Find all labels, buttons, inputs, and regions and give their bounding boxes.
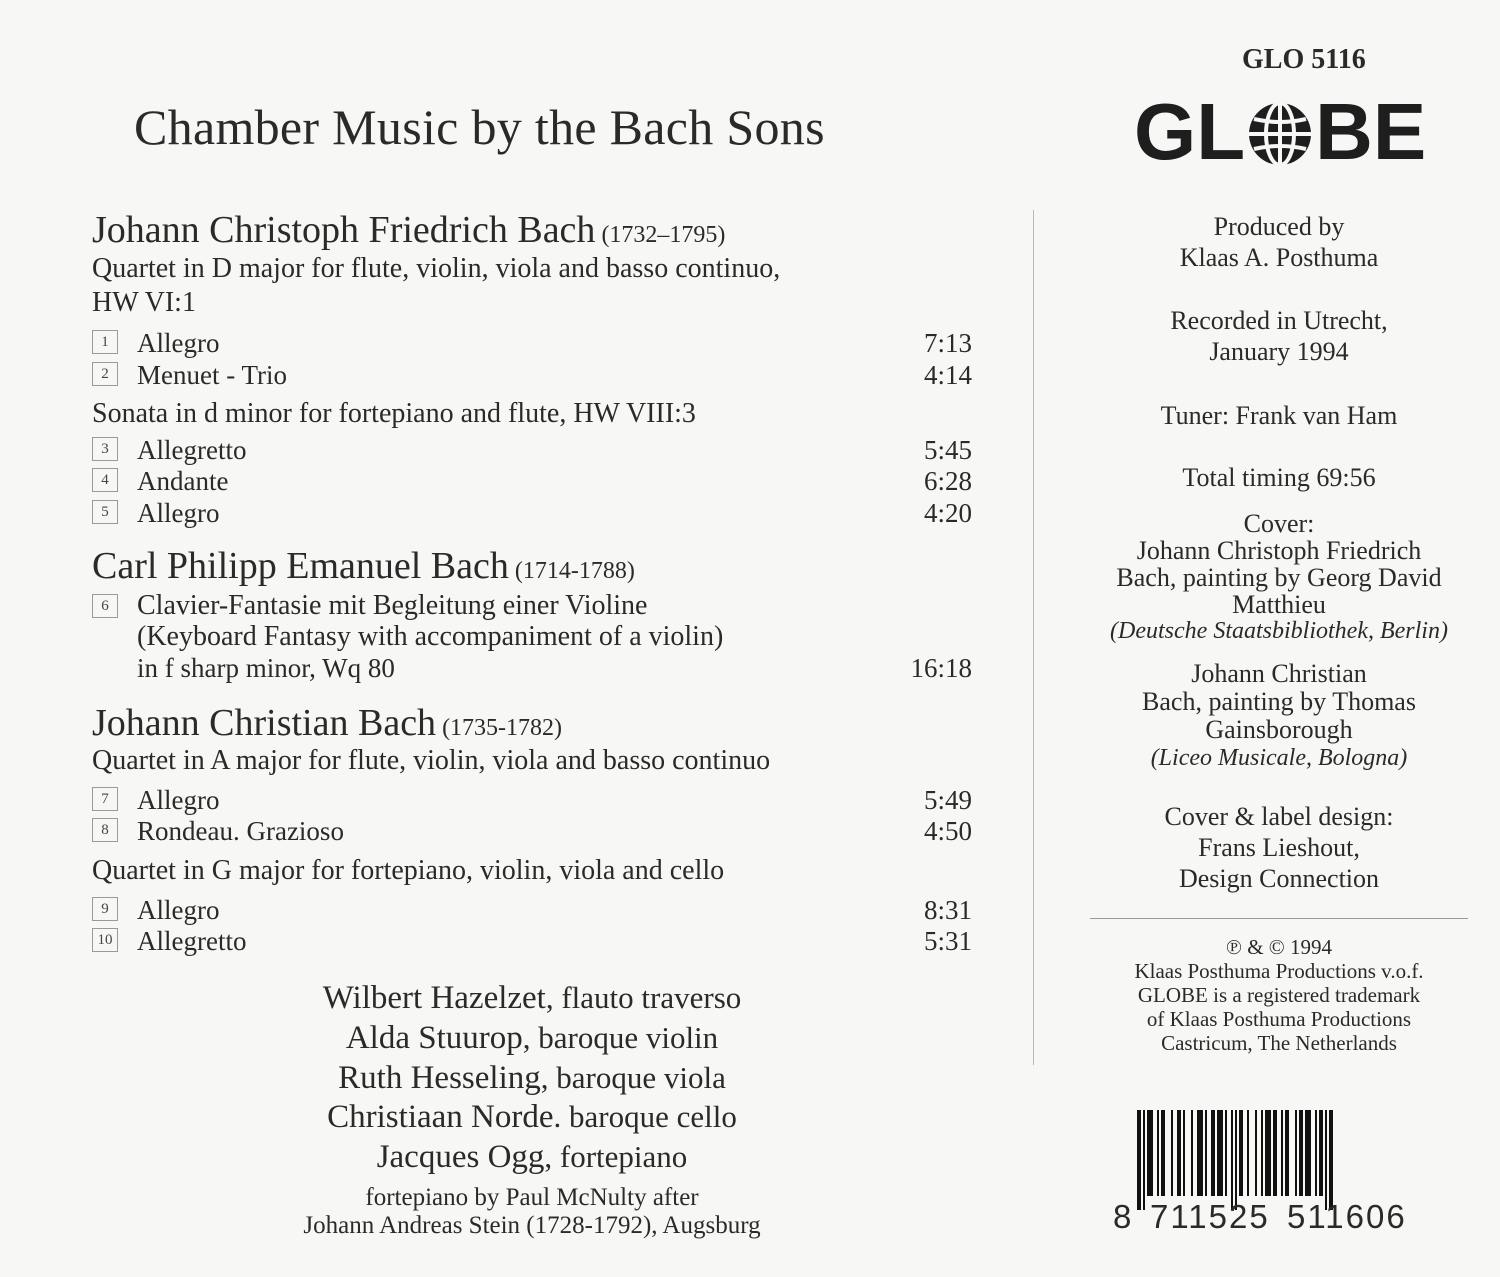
barcode-bar <box>1235 1110 1237 1210</box>
legal-line: Klaas Posthuma Productions v.o.f. <box>1134 959 1424 983</box>
track-title: Allegretto <box>137 435 247 465</box>
barcode-bar <box>1225 1110 1227 1196</box>
track-row <box>92 328 972 358</box>
credit-line: Cover: <box>1243 509 1315 538</box>
track-row <box>92 360 972 390</box>
track-title: Andante <box>137 466 229 496</box>
composer-name: Carl Philipp Emanuel Bach <box>92 545 509 587</box>
track-number: 5 <box>92 500 118 524</box>
credit-line: Gainsborough <box>1205 715 1353 744</box>
barcode-bar <box>1261 1110 1263 1196</box>
performer-instrument: , baroque viola <box>540 1060 726 1095</box>
barcode-digit-prefix: 8 <box>1113 1198 1132 1235</box>
legal-notice <box>1090 935 1468 1055</box>
track-number: 9 <box>92 897 118 921</box>
performer-name: Jacques Ogg <box>376 1139 545 1175</box>
track-time: 4:14 <box>923 360 972 390</box>
performer-line <box>182 1139 882 1176</box>
barcode-bar <box>1211 1110 1215 1196</box>
barcode <box>1137 1110 1424 1210</box>
track-title: Allegro <box>137 328 220 358</box>
track-number: 1 <box>92 330 118 354</box>
track-number: 4 <box>92 468 118 492</box>
track-time: 5:49 <box>923 785 972 815</box>
barcode-bar <box>1191 1110 1193 1196</box>
composer-heading <box>92 701 562 745</box>
performer-line <box>182 1099 882 1136</box>
column-divider <box>1033 210 1034 1065</box>
barcode-bar <box>1161 1110 1165 1196</box>
credit-tuner: Tuner: Frank van Ham <box>1160 401 1398 430</box>
credit-cover <box>1090 510 1468 645</box>
legal-line: GLOBE is a registered trademark <box>1137 983 1421 1007</box>
track-title: Allegretto <box>137 926 247 956</box>
barcode-bar <box>1197 1110 1203 1196</box>
credit-line: January 1994 <box>1209 337 1349 366</box>
track-number: 3 <box>92 437 118 461</box>
work-title-line: in f sharp minor, Wq 80 <box>137 653 395 683</box>
credit-design <box>1090 801 1468 894</box>
catalog-number: GLO 5116 <box>1242 44 1366 75</box>
work-title: Quartet in G major for fortepiano, violin, viola and cello <box>92 855 725 886</box>
track-number: 8 <box>92 818 118 842</box>
track-row <box>92 895 972 925</box>
credit-line: Matthieu <box>1232 590 1326 619</box>
track-row <box>92 466 972 496</box>
track-title: Allegro <box>137 785 220 815</box>
track-time: 5:31 <box>923 926 972 956</box>
credit-total-timing: Total timing 69:56 <box>1182 463 1376 492</box>
barcode-bar <box>1281 1110 1283 1196</box>
barcode-bar <box>1157 1110 1159 1196</box>
track-time: 7:13 <box>923 328 972 358</box>
track-time: 5:45 <box>923 435 972 465</box>
barcode-bar <box>1325 1110 1327 1210</box>
composer-dates: (1732–1795) <box>601 222 726 248</box>
work-title-line: (Keyboard Fantasy with accompaniment of a violin) <box>137 621 724 652</box>
credits-divider <box>1090 918 1468 919</box>
credit-line: Johann Christian <box>1191 659 1367 688</box>
legal-line: Castricum, The Netherlands <box>1161 1031 1397 1055</box>
credit-line: Design Connection <box>1178 864 1380 893</box>
credit-line: Johann Christoph Friedrich <box>1136 536 1422 565</box>
composer-name: Johann Christoph Friedrich Bach <box>92 209 596 251</box>
track-number: 7 <box>92 787 118 811</box>
track-number: 10 <box>92 928 118 952</box>
composer-dates: (1714-1788) <box>514 558 635 584</box>
track-row <box>92 926 972 956</box>
work-title: Sonata in d minor for fortepiano and flute, HW VIII:3 <box>92 398 696 429</box>
barcode-bar <box>1205 1110 1207 1196</box>
credit-line: (Deutsche Staatsbibliothek, Berlin) <box>1110 618 1448 644</box>
performer-instrument: . baroque cello <box>553 1099 737 1134</box>
performer-instrument: , fortepiano <box>544 1139 688 1174</box>
track-title: Menuet - Trio <box>137 360 288 390</box>
legal-line: of Klaas Posthuma Productions <box>1146 1007 1412 1031</box>
performer-name: Ruth Hesseling <box>338 1060 541 1096</box>
instrument-note: fortepiano by Paul McNulty after <box>365 1184 699 1211</box>
globe-logo <box>1134 87 1427 176</box>
track-row <box>92 435 972 465</box>
performer-line <box>182 980 882 1017</box>
instrument-note: Johann Andreas Stein (1728-1792), Augsburg <box>303 1212 761 1239</box>
barcode-bar <box>1299 1110 1303 1196</box>
performer-instrument: , flauto traverso <box>545 980 742 1015</box>
credit-recorded <box>1090 305 1468 367</box>
barcode-bar <box>1177 1110 1181 1196</box>
credit-line: Cover & label design: <box>1164 802 1394 831</box>
credit-line: Bach, painting by Thomas <box>1142 687 1416 716</box>
globe-icon <box>1245 92 1315 172</box>
composer-heading <box>92 544 635 588</box>
credit-produced <box>1090 211 1468 273</box>
performer-line <box>182 1060 882 1097</box>
work-title: Quartet in A major for flute, violin, viola and basso continuo <box>92 745 771 776</box>
barcode-bar <box>1247 1110 1249 1196</box>
barcode-bar <box>1147 1110 1153 1196</box>
copyright-line: ℗ & © 1994 <box>1226 935 1332 959</box>
barcode-bar <box>1239 1110 1243 1196</box>
track-time: 4:20 <box>923 498 972 528</box>
track-title: Allegro <box>137 498 220 528</box>
track-row <box>92 498 972 528</box>
work-title-line: HW VI:1 <box>92 287 196 318</box>
barcode-bar <box>1295 1110 1297 1196</box>
album-title: Chamber Music by the Bach Sons <box>134 99 825 155</box>
barcode-bar <box>1137 1110 1141 1210</box>
barcode-bar <box>1183 1110 1185 1196</box>
performer-name: Wilbert Hazelzet <box>322 980 546 1016</box>
track-number: 2 <box>92 362 118 386</box>
track-time: 16:18 <box>910 653 972 683</box>
work-title <box>92 252 780 320</box>
performer-instrument: , baroque violin <box>522 1020 719 1055</box>
barcode-bar <box>1329 1110 1333 1210</box>
barcode-digits-left: 711525 <box>1150 1198 1270 1235</box>
barcode-bar <box>1265 1110 1271 1196</box>
barcode-bar <box>1231 1110 1233 1210</box>
work-title-line: Quartet in D major for flute, violin, viola and basso continuo, <box>92 253 781 284</box>
composer-name: Johann Christian Bach <box>92 702 437 744</box>
credit-line: Produced by <box>1213 212 1345 241</box>
track-title: Allegro <box>137 895 220 925</box>
track-time: 4:50 <box>923 816 972 846</box>
logo-text-right: BE <box>1315 87 1427 176</box>
composer-dates: (1735-1782) <box>442 715 563 741</box>
logo-text-left: GL <box>1134 87 1246 176</box>
barcode-bar <box>1217 1110 1223 1196</box>
performer-name: Christiaan Norde <box>327 1099 554 1135</box>
barcode-bar <box>1319 1110 1323 1196</box>
credit-line: Recorded in Utrecht, <box>1170 306 1388 335</box>
track-row <box>92 653 972 683</box>
track-time: 6:28 <box>923 466 972 496</box>
track-title: Rondeau. Grazioso <box>137 816 344 846</box>
credit-line: (Liceo Musicale, Bologna) <box>1150 745 1408 771</box>
track-row <box>92 785 972 815</box>
barcode-bar <box>1255 1110 1257 1196</box>
composer-heading <box>92 208 725 252</box>
performer-name: Alda Stuurop <box>345 1020 523 1056</box>
work-title-line: Clavier-Fantasie mit Begleitung einer Violine <box>137 590 648 621</box>
barcode-digits-right: 511606 <box>1287 1198 1407 1235</box>
track-number: 6 <box>92 594 118 618</box>
track-time: 8:31 <box>923 895 972 925</box>
credit-line: Frans Lieshout, <box>1198 833 1360 862</box>
credit-line: Klaas A. Posthuma <box>1179 243 1379 272</box>
barcode-bar <box>1273 1110 1277 1196</box>
performer-line <box>182 1020 882 1057</box>
credit-cover-2 <box>1090 660 1468 772</box>
barcode-bar <box>1171 1110 1173 1196</box>
barcode-bar <box>1305 1110 1311 1196</box>
track-row <box>92 816 972 846</box>
credit-line: Bach, painting by Georg David <box>1116 563 1442 592</box>
barcode-bar <box>1315 1110 1317 1196</box>
barcode-bar <box>1143 1110 1145 1210</box>
barcode-bar <box>1285 1110 1289 1196</box>
